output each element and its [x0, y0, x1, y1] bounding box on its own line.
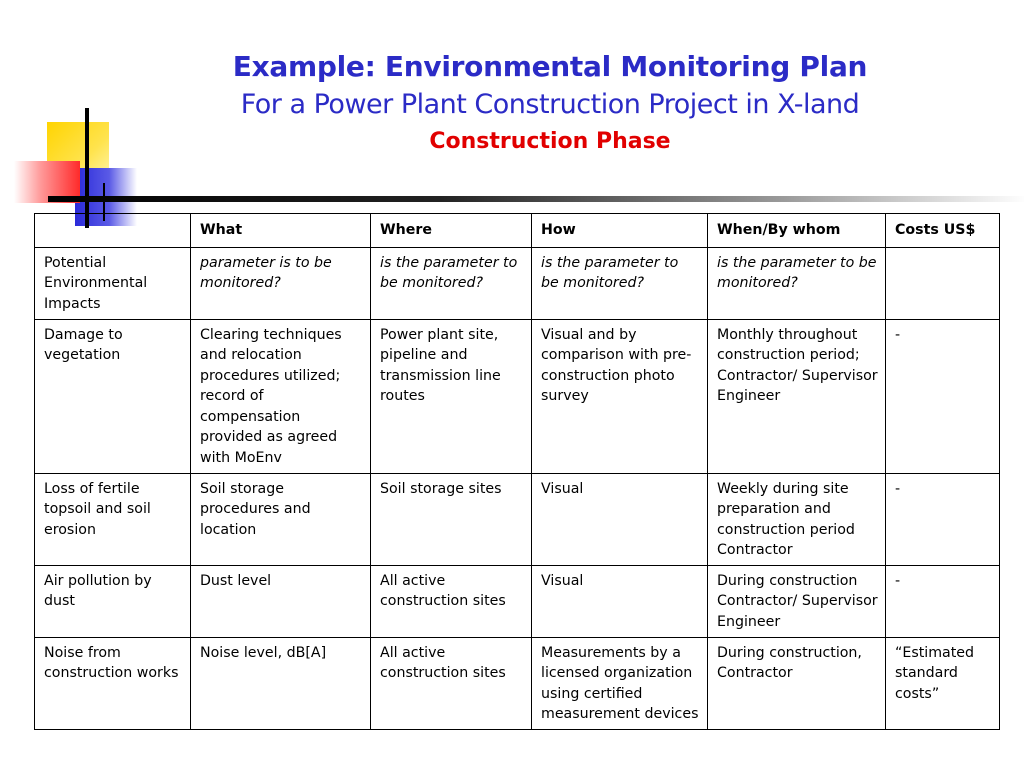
- header-cell-blank: [35, 214, 191, 248]
- how-cell: Visual and by comparison with pre-construction photo survey: [532, 319, 708, 473]
- table-row: [35, 319, 1000, 473]
- table-header-row: [35, 214, 1000, 248]
- decorative-vertical-line: [85, 108, 89, 228]
- how-cell: Visual: [532, 565, 708, 637]
- cost-cell: -: [886, 473, 1000, 565]
- header-cell-what: What: [191, 214, 371, 248]
- cost-cell: [886, 247, 1000, 319]
- when-cell: Monthly throughout construction period; Contractor/ Supervisor Engineer: [708, 319, 886, 473]
- header-cell-when: When/By whom: [708, 214, 886, 248]
- impact-cell: Potential Environmental Impacts: [35, 247, 191, 319]
- table-row: [35, 637, 1000, 729]
- impact-cell: Damage to vegetation: [35, 319, 191, 473]
- impact-cell: Noise from construction works: [35, 637, 191, 729]
- how-cell: is the parameter to be monitored?: [532, 247, 708, 319]
- how-cell: Visual: [532, 473, 708, 565]
- page-title: Example: Environmental Monitoring Plan: [232, 50, 868, 83]
- impact-cell: Loss of fertile topsoil and soil erosion: [35, 473, 191, 565]
- where-cell: Soil storage sites: [371, 473, 532, 565]
- when-cell: During construction Contractor/ Supervisor Engineer: [708, 565, 886, 637]
- what-cell: Dust level: [191, 565, 371, 637]
- phase-label: Construction Phase: [429, 129, 671, 154]
- when-cell: During construction, Contractor: [708, 637, 886, 729]
- what-cell: Noise level, dB[A]: [191, 637, 371, 729]
- decorative-horizontal-rule: [48, 196, 1024, 202]
- where-cell: All active construction sites: [371, 637, 532, 729]
- header-cell-costs: Costs US$: [886, 214, 1000, 248]
- cost-cell: “Estimated standard costs”: [886, 637, 1000, 729]
- what-cell: parameter is to be monitored?: [191, 247, 371, 319]
- where-cell: Power plant site, pipeline and transmission line routes: [371, 319, 532, 473]
- impact-cell: Air pollution by dust: [35, 565, 191, 637]
- title-block: [110, 48, 990, 160]
- table-row-intro: [35, 247, 1000, 319]
- monitoring-plan-table: [34, 213, 1000, 730]
- cost-cell: -: [886, 319, 1000, 473]
- page-subtitle: For a Power Plant Construction Project in X-land: [240, 89, 860, 120]
- cost-cell: -: [886, 565, 1000, 637]
- when-cell: is the parameter to be monitored?: [708, 247, 886, 319]
- header-cell-where: Where: [371, 214, 532, 248]
- table-row: [35, 473, 1000, 565]
- what-cell: Clearing techniques and relocation procedures utilized; record of compensation provided as agreed with MoEnv: [191, 319, 371, 473]
- header-cell-how: How: [532, 214, 708, 248]
- when-cell: Weekly during site preparation and construction period Contractor: [708, 473, 886, 565]
- table-row: [35, 565, 1000, 637]
- where-cell: All active construction sites: [371, 565, 532, 637]
- what-cell: Soil storage procedures and location: [191, 473, 371, 565]
- how-cell: Measurements by a licensed organization using certified measurement devices: [532, 637, 708, 729]
- where-cell: is the parameter to be monitored?: [371, 247, 532, 319]
